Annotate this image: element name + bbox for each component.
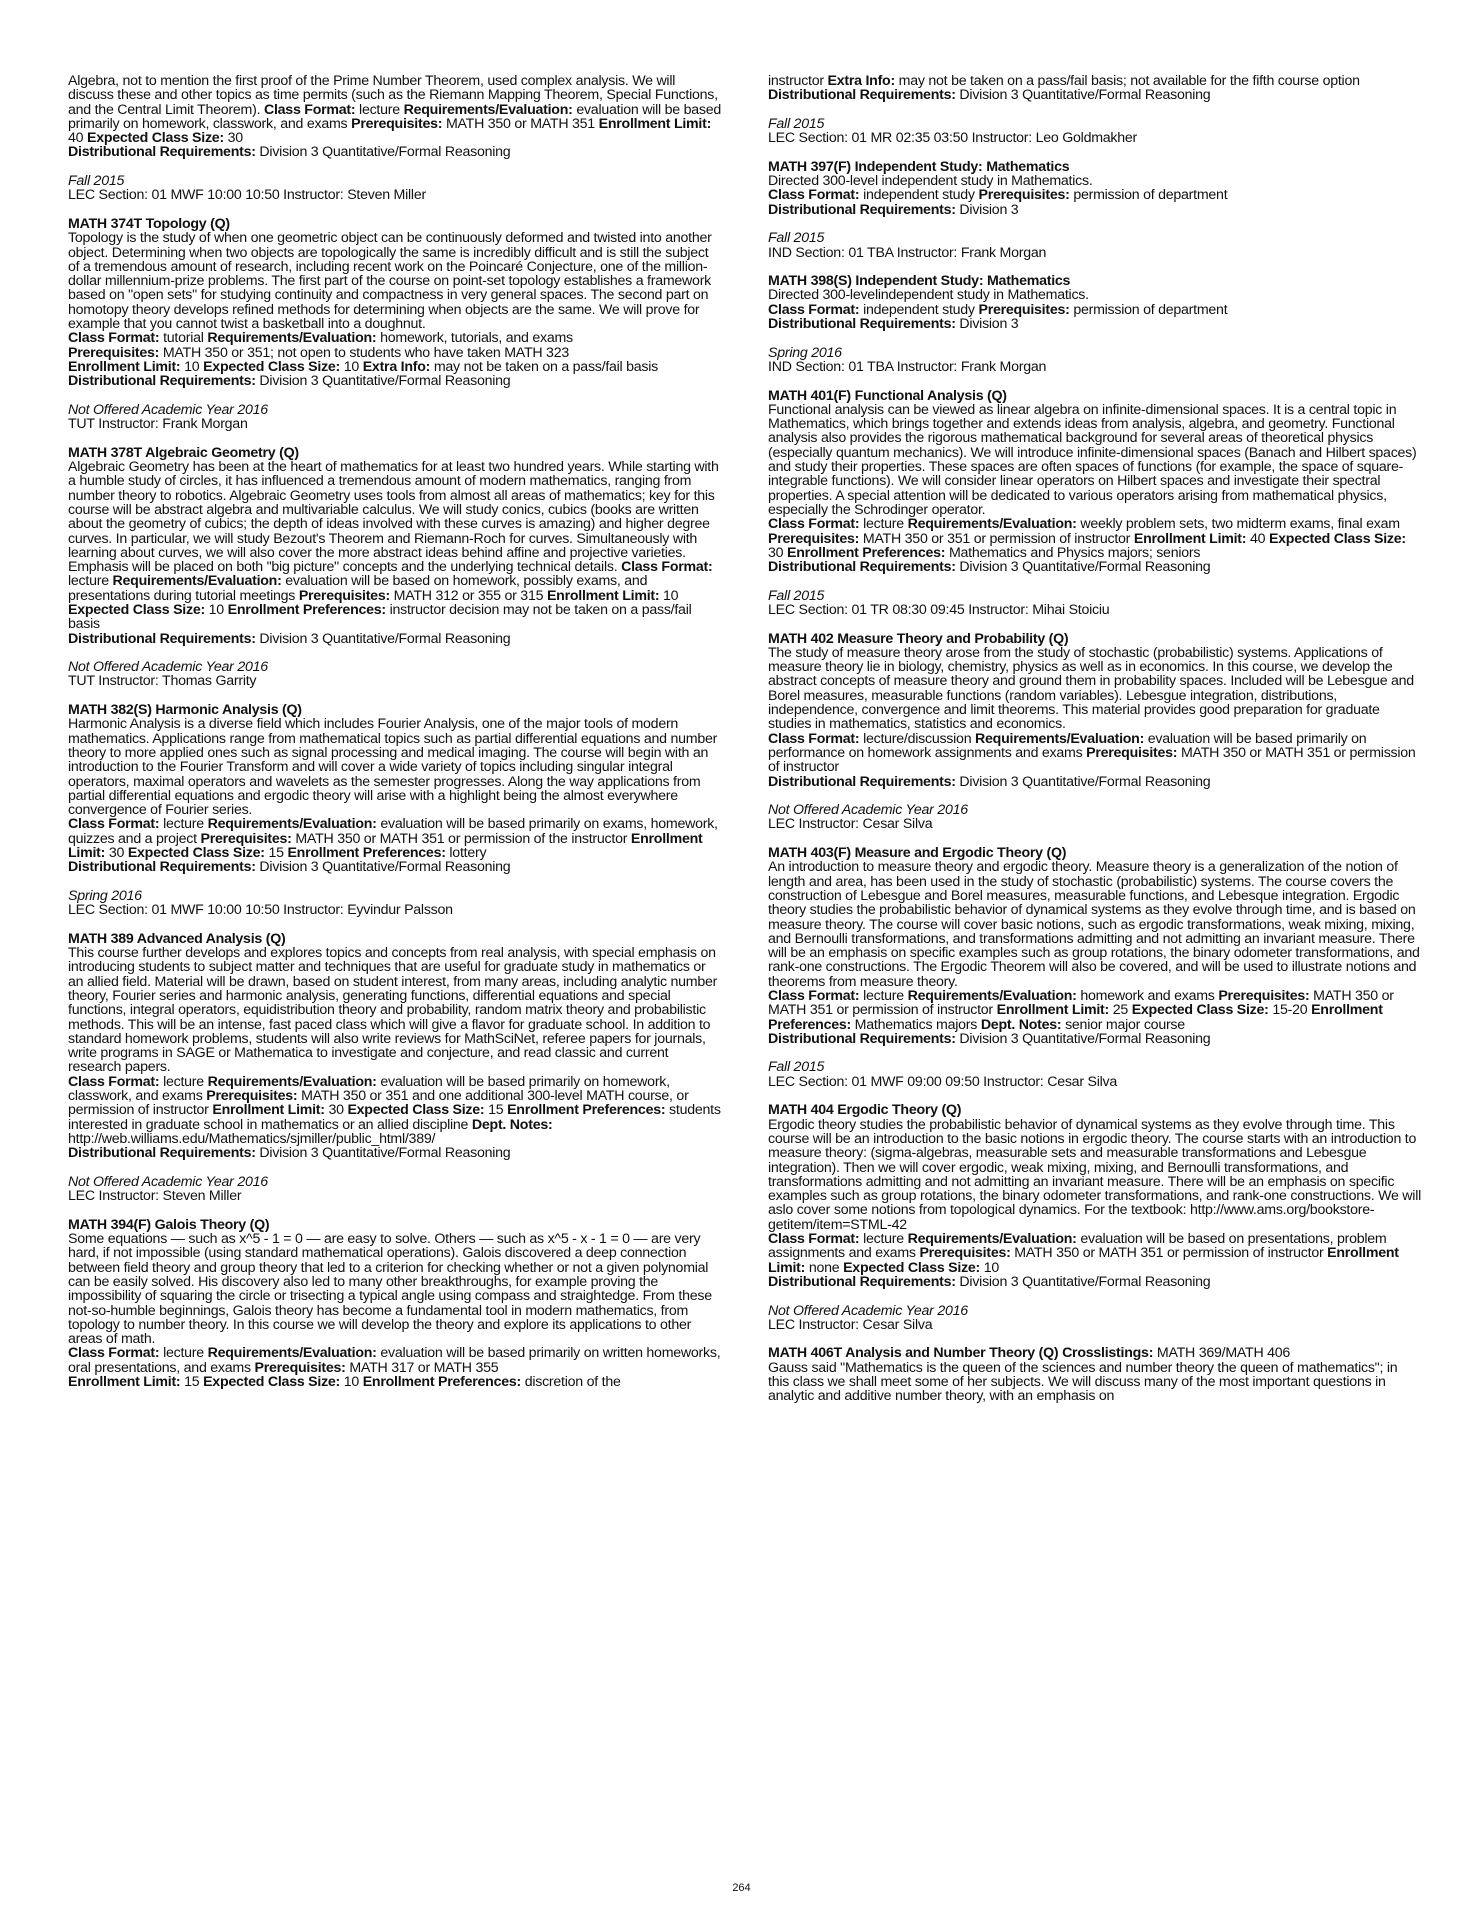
course-title-398: MATH 398(S) Independent Study: Mathematics xyxy=(768,273,1071,290)
course-title-403: MATH 403(F) Measure and Ergodic Theory (Q) xyxy=(768,845,1067,862)
course-details-389: Class Format: lecture Requirements/Evaluation: evaluation will be based primarily on homework, classwork, and exams Prerequisites: MATH 350 or 351 and one additional 300-level MATH course, or permission of instructor Enrollment Limit: 30 Expected Class Size: 15 Enrollment Preferences: students interested in graduate school in mathematics or an allied discipline Dept. Notes: http://web.williams.edu/Mathematics/sjmiller/public_html/389/ xyxy=(68,1073,721,1147)
course-desc-406: Gauss said "Mathematics is the queen of the sciences and number theory the queen of mathematics"; in this class we shall meet some of her subjects. We will discuss many of the most important questions in analytic and additive number theory, with an emphasis on xyxy=(768,1359,1398,1405)
course-details-404: Class Format: lecture Requirements/Evaluation: evaluation will be based on presentations, problem assignments and exams Prerequisites: MATH 350 or MATH 351 or permission of instructor Enrollment Limit: none Expected Class Size: 10 xyxy=(768,1231,1399,1276)
course-section-382: LEC Section: 01 MWF 10:00 10:50 Instructor: Eyvindur Palsson xyxy=(68,902,453,919)
course-details-398: Class Format: independent study Prerequisites: permission of department xyxy=(768,301,1228,318)
course-term-402: Not Offered Academic Year 2016 xyxy=(768,802,968,819)
course-term-378: Not Offered Academic Year 2016 xyxy=(68,659,268,676)
intro-term: Fall 2015 xyxy=(68,173,125,190)
intro-section: LEC Section: 01 MWF 10:00 10:50 Instructor: Steven Miller xyxy=(68,187,426,204)
course-details-402: Class Format: lecture/discussion Requirements/Evaluation: evaluation will be based primarily on performance on homework assignments and exams Prerequisites: MATH 350 or MATH 351 or permission of instructor xyxy=(768,730,1416,776)
course-details-394: Class Format: lecture Requirements/Evaluation: evaluation will be based primarily on written homeworks, oral presentations, and exams Prerequisites: MATH 317 or MATH 355 xyxy=(68,1345,721,1376)
page-number: 264 xyxy=(732,1882,751,1894)
course-term-404: Not Offered Academic Year 2016 xyxy=(768,1302,968,1319)
course-term-382: Spring 2016 xyxy=(68,887,142,904)
course-desc-402: The study of measure theory arose from the study of stochastic (probabilistic) systems. Applications of measure theory lie in biology, chemistry, physics as well as in economics. In this course, we develop the abstract concepts of measure theory and ground them in probability spaces. Included will be Lebesgue and Borel measures, measurable functions (random variables). Lebesgue integration, distributions, independence, convergence and limit theorems. This material provides good preparation for graduate studies in mathematics, statistics and economics. xyxy=(768,644,1414,733)
course-section-398: IND Section: 01 TBA Instructor: Frank Morgan xyxy=(768,358,1047,375)
course-title-406: MATH 406T Analysis and Number Theory (Q) Crosslistings: MATH 369/MATH 406 xyxy=(768,1345,1291,1362)
course-desc-374: Topology is the study of when one geometric object can be continuously deformed and twisted into another object. Determining when two objects are topologically the same is incredibly difficult and is still the subject of a tremendous amount of research, including recent work on the Poincaré Conjecture, one of the million-dollar millennium-prize problems. The first part of the course on point-set topology establishes a framework based on "open sets" for studying continuity and compactness in very general spaces. The second part on homotopy theory develops refined methods for determining when objects are the same. We will prove for example that you cannot twist a basketball into a doughnut. xyxy=(68,230,712,333)
course-section-404: LEC Instructor: Cesar Silva xyxy=(768,1316,933,1333)
course-desc-397: Directed 300-level independent study in Mathematics. xyxy=(768,173,1093,190)
course-title-394: MATH 394(F) Galois Theory (Q) xyxy=(68,1216,270,1233)
course-distrib-397: Distributional Requirements: Division 3 xyxy=(768,201,1019,218)
course-distrib-398: Distributional Requirements: Division 3 xyxy=(768,316,1019,333)
course-desc-398: Directed 300-levelindependent study in Mathematics. xyxy=(768,287,1089,304)
intro-distrib: Distributional Requirements: Division 3 Quantitative/Formal Reasoning xyxy=(68,144,511,161)
course-term-401: Fall 2015 xyxy=(768,587,825,604)
catalog-page xyxy=(68,74,1428,1874)
course-details-394-cont: instructor Extra Info: may not be taken on a pass/fail basis; not available for the fifth course option xyxy=(768,73,1360,89)
course-title-389: MATH 389 Advanced Analysis (Q) xyxy=(68,930,286,947)
course-title-378: MATH 378T Algebraic Geometry (Q) xyxy=(68,444,299,461)
course-section-394: LEC Section: 01 MR 02:35 03:50 Instructor: Leo Goldmakher xyxy=(768,130,1138,147)
course-section-374: TUT Instructor: Frank Morgan xyxy=(68,416,248,433)
intro-continuation: Algebra, not to mention the first proof of the Prime Number Theorem, used complex analysis. We will discuss these and other topics as time permits (such as the Riemann Mapping Theorem, Special Functions, and the Central Limit Theorem). Class Format: lecture Requirements/Evaluation: evaluation will be based primarily on homework, classwork, and exams Prerequisites: MATH 350 or MATH 351 Enrollment Limit: 40 Expected Class Size: 30 xyxy=(68,73,721,147)
course-distrib-404: Distributional Requirements: Division 3 Quantitative/Formal Reasoning xyxy=(768,1273,1211,1290)
course-section-401: LEC Section: 01 TR 08:30 09:45 Instructor: Mihai Stoiciu xyxy=(768,601,1110,618)
course-desc-404: Ergodic theory studies the probabilistic behavior of dynamical systems as they evolve through time. This course will be an introduction to the basic notions in ergodic theory. The course starts with an introduction to measure theory: (sigma-algebras, measurable sets and measurable transformations and Lebesgue integration). Then we will cover ergodic, weak mixing, mixing, and Bernoulli transformations, and transformations admitting and not admitting an invariant measure. There will be an emphasis on specific examples such as group rotations, the binary odometer transformations, and rank-one constructions. We will aslo cover some notions from topological dynamics. For the textbook: http://www.ams.org/bookstore-getitem/item=STML-42 xyxy=(768,1116,1421,1233)
course-section-403: LEC Section: 01 MWF 09:00 09:50 Instructor: Cesar Silva xyxy=(768,1073,1117,1090)
course-section-402: LEC Instructor: Cesar Silva xyxy=(768,816,933,833)
course-term-403: Fall 2015 xyxy=(768,1059,825,1076)
course-details-397: Class Format: independent study Prerequisites: permission of department xyxy=(768,187,1228,204)
course-details-403: Class Format: lecture Requirements/Evaluation: homework and exams Prerequisites: MATH 350 or MATH 351 or permission of instructor Enrollment Limit: 25 Expected Class Size: 15-20 Enrollment Preferences: Mathematics majors Dept. Notes: senior major course xyxy=(768,988,1394,1033)
course-section-389: LEC Instructor: Steven Miller xyxy=(68,1188,242,1205)
course-desc-401: Functional analysis can be viewed as linear algebra on infinite-dimensional spaces. It is a central topic in Mathematics, which brings together and extends ideas from analysis, algebra, and geometry. Functional analysis also provides the rigorous mathematical background for several areas of theoretical physics (especially quantum mechanics). We will introduce infinite-dimensional spaces (Banach and Hilbert spaces) and study their properties. These spaces are often spaces of functions (for example, the space of square-integrable functions). We will consider linear operators on Hilbert spaces and investigate their spectral properties. A special attention will be dedicated to various operators arising from mathematical physics, especially the Schrodinger operator. xyxy=(768,401,1417,518)
course-distrib-403: Distributional Requirements: Division 3 Quantitative/Formal Reasoning xyxy=(768,1030,1211,1047)
course-distrib-389: Distributional Requirements: Division 3 Quantitative/Formal Reasoning xyxy=(68,1145,511,1162)
course-details-382: Class Format: lecture Requirements/Evaluation: evaluation will be based primarily on exams, homework, quizzes and a project Prerequisites: MATH 350 or MATH 351 or permission of the instructor Enrollment Limit: 30 Expected Class Size: 15 Enrollment Preferences: lottery xyxy=(68,816,718,862)
course-details-401: Class Format: lecture Requirements/Evaluation: weekly problem sets, two midterm exams, final exam Prerequisites: MATH 350 or 351 or permission of instructor Enrollment Limit: 40 Expected Class Size: 30 Enrollment Preferences: Mathematics and Physics majors; seniors xyxy=(768,516,1406,561)
course-distrib-394: Distributional Requirements: Division 3 Quantitative/Formal Reasoning xyxy=(768,87,1211,104)
course-details-374: Class Format: tutorial Requirements/Evaluation: homework, tutorials, and exams xyxy=(68,330,573,347)
course-title-401: MATH 401(F) Functional Analysis (Q) xyxy=(768,387,1007,404)
course-title-382: MATH 382(S) Harmonic Analysis (Q) xyxy=(68,702,302,719)
course-section-378: TUT Instructor: Thomas Garrity xyxy=(68,673,257,690)
course-desc-394: Some equations — such as x^5 - 1 = 0 — are easy to solve. Others — such as x^5 - x - 1 = 0 — are very hard, if not impossible (using standard mathematical operations). Galois discovered a deep connection between field theory and group theory that led to a criterion for checking whether or not a given polynomial can be easily solved. His discovery also led to many other breakthroughs, for example proving the impossibility of squaring the circle or trisecting a typical angle using compass and straightedge. From these not-so-humble beginnings, Galois theory has become a fundamental tool in modern mathematics, from topology to number theory. In this course we will develop the theory and explore its applications to other areas of math. xyxy=(68,1231,712,1348)
course-title-397: MATH 397(F) Independent Study: Mathematics xyxy=(768,158,1070,175)
course-desc-403: An introduction to measure theory and ergodic theory. Measure theory is a generalization of the notion of length and area, has been used in the study of stochastic (probabilistic) systems. The course covers the construction of Lebesgue and Borel measures, measurable functions, and Lebesque integration. Ergodic theory studies the probabilistic behavior of dynamical systems as they evolve through time, and is based on measure theory. The course will cover basic notions, such as ergodic transformations, weak mixing, mixing, and Bernoulli transformations, and transformations admitting and not admitting an invariant measure. There will be an emphasis on specific examples such as group rotations, the binary odometer transformations, and rank-one constructions. The Ergodic Theorem will also be covered, and will be used to illustrate notions and theorems from measure theory. xyxy=(768,859,1420,990)
course-distrib-374: Distributional Requirements: Division 3 Quantitative/Formal Reasoning xyxy=(68,373,511,390)
course-term-374: Not Offered Academic Year 2016 xyxy=(68,401,268,418)
course-desc-378: Algebraic Geometry has been at the heart of mathematics for at least two hundred years. While starting with a humble study of circles, it has influenced a tremendous amount of modern mathematics, ranging from number theory to robotics. Algebraic Geometry uses tools from almost all areas of mathematics; key for this course will be abstract algebra and multivariable calculus. We will study conics, cubics (books are written about the geometry of cubics; the depth of ideas involved with these curves is amazing) and higher degree curves. In particular, we will study Bezout's Theorem and Riemann-Roch for curves. Simultaneously with learning about curves, we will also cover the more abstract ideas behind affine and projective varieties. Emphasis will be placed on both "big picture" concepts and the underlying technical details. Class Format: lecture Requirements/Evaluation: evaluation will be based on homework, possibly exams, and presentations during tutorial meetings Prerequisites: MATH 312 or 355 or 315 Enrollment Limit: 10 Expected Class Size: 10 Enrollment Preferences: instructor decision may not be taken on a pass/fail basis xyxy=(68,459,719,633)
course-title-374: MATH 374T Topology (Q) xyxy=(68,215,230,232)
course-title-402: MATH 402 Measure Theory and Probability (Q) xyxy=(768,630,1069,647)
course-title-404: MATH 404 Ergodic Theory (Q) xyxy=(768,1102,962,1119)
course-term-398: Spring 2016 xyxy=(768,344,842,361)
course-distrib-382: Distributional Requirements: Division 3 Quantitative/Formal Reasoning xyxy=(68,859,511,876)
course-term-389: Not Offered Academic Year 2016 xyxy=(68,1173,268,1190)
course-distrib-378: Distributional Requirements: Division 3 Quantitative/Formal Reasoning xyxy=(68,630,511,647)
right-column xyxy=(768,74,1422,1404)
course-term-397: Fall 2015 xyxy=(768,230,825,247)
course-section-397: IND Section: 01 TBA Instructor: Frank Morgan xyxy=(768,244,1047,261)
course-distrib-401: Distributional Requirements: Division 3 Quantitative/Formal Reasoning xyxy=(768,559,1211,576)
left-column: Algebra, not to mention the first proof of the Prime Number Theorem, used complex analysis. We will discuss these and other topics as time permits (such as the Riemann Mapping Theorem, Special Functions, and the Central Limit Theorem). Class Format: lecture Requirements/Evaluation: evaluation will be based primarily on homework, classwork, and exams Prerequisites: MATH 350 or MATH 351 Enrollment Limit: 40 Expected Class Size: 30 Distributional Requirements: Division 3 Quantitative/Formal Reasoning Fall 2015 LEC Section: 01 MWF 10:00 10:50 Instructor: Steven Miller MATH 374T Topology (Q) Topology is the study of when one geometric object can be continuously deformed and twisted into another object. Determining when two objects are topologically the same is incredibly difficult and is still the subject of a tremendous amount of research, including recent work on the Poincaré Conjecture, one of the million-dollar millennium-prize problems. The first part of the course on point-set topology establishes a framework based on "open sets" for studying continuity and compactness in very general spaces. The second part on homotopy theory develops refined methods for determining when objects are the same. We will prove for example that you cannot twist a basketball into a doughnut. Class Format: tutorial Requirements/Evaluation: homework, tutorials, and exams Prerequisites: MATH 350 or 351; not open to students who have taken MATH 323 Enrollment Limit: 10 Expected Class Size: 10 Extra Info: may not be taken on a pass/fail basis Distributional Requirements: Division 3 Quantitative/Formal Reasoning Not Offered Academic Year 2016 TUT Instructor: Frank Morgan MATH 378T Algebraic Geometry (Q) Algebraic Geometry has been at the heart of mathematics for at least two hundred years. While starting with a humble study of circles, it has influenced a tremendous amount of modern mathematics, ranging from number theory to robotics. Algebraic Geometry uses tools from almost all areas of mathematics; key for this course will be abstract algebra and multivariable calculus. We will study conics, cubics (books are written about the geometry of cubics; the depth of ideas involved with these curves is amazing) and higher degree curves. In particular, we will study Bezout's Theorem and Riemann-Roch for curves. Simultaneously with learning about curves, we will also cover the more abstract ideas behind affine and projective varieties. Emphasis will be placed on both "big picture" concepts and the underlying technical details. Class Format: lecture Requirements/Evaluation: evaluation will be based on homework, possibly exams, and presentations during tutorial meetings Prerequisites: MATH 312 or 355 or 315 Enrollment Limit: 10 Expected Class Size: 10 Enrollment Preferences: instructor decision may not be taken on a pass/fail basis Distributional Requirements: Division 3 Quantitative/Formal Reasoning Not Offered Academic Year 2016 TUT Instructor: Thomas Garrity MATH 382(S) Harmonic Analysis (Q) Harmonic Analysis is a diverse field which includes Fourier Analysis, one of the major tools of modern mathematics. Applications range from mathematical topics such as partial differential equations and number theory to more applied ones such as signal processing and medical imaging. The course will begin with an introduction to the Fourier Transform and will cover a wide variety of topics including singular integral operators, maximal operators and wavelets as the semester progresses. Along the way applications from partial differential equations and ergodic theory will arise with a highlight being the almost everywhere convergence of Fourier series. Class Format: lecture Requirements/Evaluation: evaluation will be based primarily on exams, homework, quizzes and a project Prerequisites: MATH 350 or MATH 351 or permission of the instructor Enrollment Limit: 30 Expected Class Size: 15 Enrollment Preferences: lottery Distributional Requirements: Division 3 Quantitative/Formal Reasoning Spring 2016 LEC Section: 01 MWF 10:00 10:50 Instructor: Eyvindur Palsson MATH 389 Advanced Analysis (Q) This course further develops and explores topics and concepts from real analysis, with special emphasis on introducing students to subject matter and techniques that are useful for graduate study in mathematics or an allied field. Material will be drawn, based on student interest, from many areas, including analytic number theory, Fourier series and harmonic analysis, generating functions, differential equations and special functions, integral operators, equidistribution theory and probability, random matrix theory and probabilistic methods. This will be an intense, fast paced class which will give a flavor for graduate school. In addition to standard homework problems, students will also write reviews for MathSciNet, referee papers for journals, write programs in SAGE or Mathematica to investigate and conjecture, and read classic and current research papers. Class Format: lecture Requirements/Evaluation: evaluation will be based primarily on homework, classwork, and exams Prerequisites: MATH 350 or 351 and one additional 300-level MATH course, or permission of instructor Enrollment Limit: 30 Expected Class Size: 15 Enrollment Preferences: students interested in graduate school in mathematics or an allied discipline Dept. Notes: http://web.williams.edu/Mathematics/sjmiller/public_html/389/ Distributional Requirements: Division 3 Quantitative/Formal Reasoning Not Offered Academic Year 2016 LEC Instructor: Steven Miller MATH 394(F) Galois Theory (Q) Some equations — such as x^5 - 1 = 0 — are easy to solve. Others — such as x^5 - x - 1 = 0 — are very hard, if not impossible (using standard mathematical operations). Galois discovered a deep connection between field theory and group theory that led to a criterion for checking whether or not a given polynomial can be easily solved. His discovery also led to many other breakthroughs, for example proving the impossibility of squaring the circle or trisecting a typical angle using compass and straightedge. From these not-so-humble beginnings, Galois theory has become a fundamental tool in modern mathematics, from topology to number theory. In this course we will develop the theory and explore its applications to other areas of math. Class Format: lecture Requirements/Evaluation: evaluation will be based primarily on written homeworks, oral presentations, and exams Prerequisites: MATH 317 or MATH 355 Enrollment Limit: 15 Expected Class Size: 10 Enrollment Preferences: discretion of the xyxy=(68,73,721,1391)
course-desc-382: Harmonic Analysis is a diverse field which includes Fourier Analysis, one of the major tools of modern mathematics. Applications range from mathematical topics such as partial differential equations and number theory to more applied ones such as signal processing and medical imaging. The course will begin with an introduction to the Fourier Transform and will cover a wide variety of topics including singular integral operators, maximal operators and wavelets as the semester progresses. Along the way applications from partial differential equations and ergodic theory will arise with a highlight being the almost everywhere convergence of Fourier series. xyxy=(68,716,718,819)
course-desc-389: This course further develops and explores topics and concepts from real analysis, with special emphasis on introducing students to subject matter and techniques that are useful for graduate study in mathematics or an allied field. Material will be drawn, based on student interest, from many areas, including analytic number theory, Fourier series and harmonic analysis, generating functions, differential equations and special functions, integral operators, equidistribution theory and probability, random matrix theory and probabilistic methods. This will be an intense, fast paced class which will give a flavor for graduate school. In addition to standard homework problems, students will also write reviews for MathSciNet, referee papers for journals, write programs in SAGE or Mathematica to investigate and conjecture, and read classic and current research papers. xyxy=(68,945,718,1076)
course-term-394: Fall 2015 xyxy=(768,115,825,132)
course-distrib-402: Distributional Requirements: Division 3 Quantitative/Formal Reasoning xyxy=(768,773,1211,790)
